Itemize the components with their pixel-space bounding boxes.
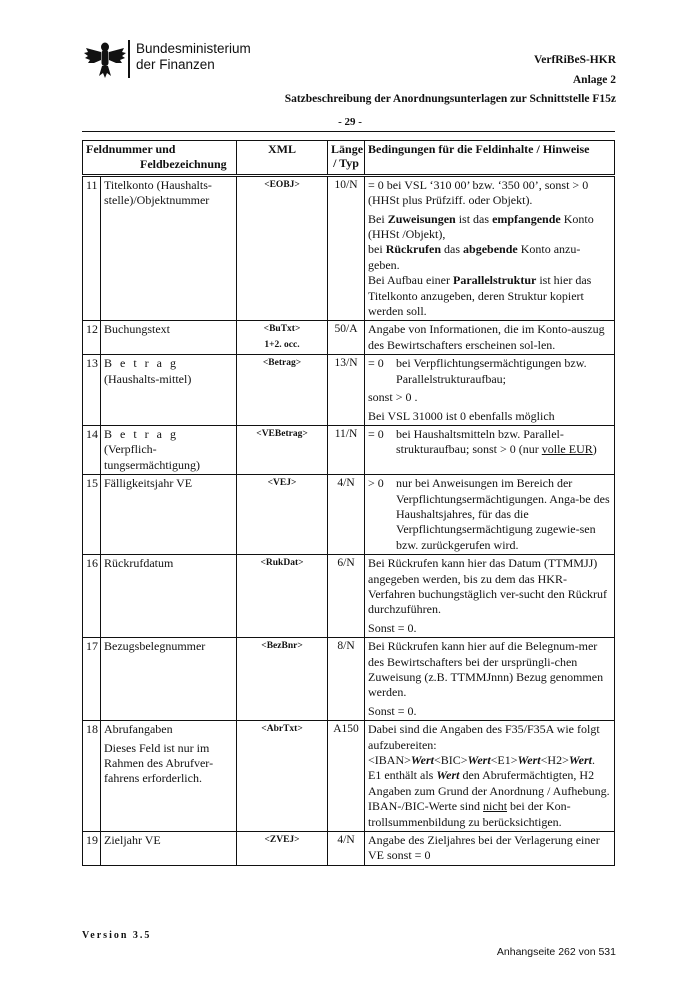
field-number: 11 [83,175,101,321]
header-conditions: Bedingungen für die Feldinhalte / Hinweise [365,141,615,176]
text-run: Bei Aufbau einer [368,273,453,288]
annex-label: Anlage 2 [572,74,616,86]
field-conditions [365,638,615,721]
xml-tag: <VEJ> [237,475,328,555]
appendix-page-info: Anhangseite 262 von 531 [496,946,616,958]
condition-key: > 0 [368,476,384,491]
xml-tag-name: <BuTxt> [263,324,301,335]
condition-item [368,427,611,458]
field-number: 17 [83,638,101,721]
text-run: bei der Kon-trollsummenbildung zu berücksichtigen. [368,799,571,829]
header-field-line-2: Feldbezeichnung [140,157,227,172]
ministry-line-2: der Finanzen [136,57,215,72]
field-number: 14 [83,425,101,474]
xml-tag: <BezBnr> [237,638,328,721]
field-name-suffix: (Haushalts-mittel) [104,371,192,386]
table-row [83,555,615,638]
logo-divider [128,40,130,78]
header-xml: XML [237,141,328,176]
table-row [83,175,615,321]
header-rule [82,131,615,132]
value-placeholder: Wert [467,753,491,768]
page-number: - 29 - [338,116,362,128]
document-id: VerfRiBeS-HKR [534,54,616,66]
field-name-main: B e t r a g [104,426,179,441]
field-conditions [365,555,615,638]
field-length: 8/N [328,638,365,721]
document-title: Satzbeschreibung der Anordnungsunterlagen zur Schnittstelle F15z [284,93,616,105]
field-name: Fälligkeitsjahr VE [101,475,237,555]
field-name [101,721,237,832]
field-number: 18 [83,721,101,832]
field-length: 4/N [328,475,365,555]
field-length: 4/N [328,832,365,866]
field-name [101,355,237,426]
text-run: Bei [368,211,388,226]
bold-run: empfangende [492,211,561,226]
field-number: 13 [83,355,101,426]
underlined-run: nicht [483,799,508,814]
ministry-line-1: Bundesministerium [136,41,251,56]
field-name: Rückrufdatum [101,555,237,638]
condition-text [368,212,611,243]
text-run: das [441,242,464,257]
bold-run: Rückrufen [385,242,442,257]
field-length: 13/N [328,355,365,426]
xml-tag: <ZVEJ> [237,832,328,866]
table-row [83,832,615,866]
field-conditions [365,721,615,832]
table-row [83,721,615,832]
value-placeholder: Wert [436,768,460,783]
text-run: <BIC> [434,753,468,768]
value-placeholder: Wert [517,753,541,768]
bold-run: Zuweisungen [387,211,456,226]
federal-eagle-logo [82,40,128,84]
condition-text: = 0 bei VSL ‘310 00’ bzw. ‘350 00’, sonst > 0 (HHSt plus Prüfziff. oder Objekt). [368,177,589,208]
field-name: Buchungstext [101,321,237,355]
bold-run: abgebende [463,242,518,257]
field-name-main: B e t r a g [104,356,179,371]
field-number: 15 [83,475,101,555]
condition-text [368,273,611,319]
table-row [83,321,615,355]
condition-item [368,356,611,387]
field-number: 16 [83,555,101,638]
field-name-suffix: (Verpflich-tungsermächtigung) [104,442,200,472]
text-run: ist hier das Titelkonto anzugeben, deren Struktur kopiert werden soll. [368,273,592,319]
text-run: ist das [455,211,493,226]
text-run: Dabei sind die Angaben des F35/F35A wie folgt aufzubereiten: <IBAN> [368,722,600,768]
text-run: Konto anzu-geben. [368,242,581,272]
table-row [83,638,615,721]
field-number: 12 [83,321,101,355]
field-name-main: Abrufangaben [104,722,173,737]
condition-text: Sonst = 0. [368,703,417,718]
underlined-run: volle EUR [541,442,593,457]
header-length: Länge / Typ [328,141,365,176]
version-label: Version 3.5 [82,930,152,941]
xml-tag: <EOBJ> [237,175,328,321]
bold-run: Parallelstruktur [453,273,537,288]
condition-key: = 0 [368,356,384,371]
condition-text: sonst > 0 . [368,390,418,405]
text-run: den Abrufermächtigten, H2 Angaben zum Grund der Anordnung / Aufhebung. IBAN-/BIC-Werte sind [368,768,610,814]
xml-tag: <RukDat> [237,555,328,638]
field-length: A150 [328,721,365,832]
condition-value: nur bei Anweisungen im Bereich der Verpflichtungsermächtigungen. Anga-be des Haushaltsjahres, für das die Verpflichtungsermächtigung zugewie-sen bzw. zurückgerufen wird. [396,476,610,552]
xml-tag: <Betrag> [237,355,328,426]
text-run: . E1 enthält als [368,753,595,783]
xml-tag: <VEBetrag> [237,425,328,474]
table-row [83,355,615,426]
field-length: 50/A [328,321,365,355]
table-header-row [83,141,615,176]
value-placeholder: Wert [568,753,592,768]
field-conditions [365,425,615,474]
text-run: ) [592,442,597,457]
table-row [83,425,615,474]
table-row [83,475,615,555]
field-name: Bezugsbelegnummer [101,638,237,721]
header-field [83,141,237,176]
text-run: <E1> [490,753,518,768]
condition-item [368,476,611,553]
xml-tag [237,321,328,355]
xml-occurrence: 1+2. occ. [264,339,300,350]
field-length: 10/N [328,175,365,321]
field-number: 19 [83,832,101,866]
field-conditions [365,355,615,426]
text-run: <H2> [540,753,569,768]
xml-tag: <AbrTxt> [237,721,328,832]
field-name-note: Dieses Feld ist nur im Rahmen des Abrufver-fahrens erforderlich. [104,740,214,786]
field-conditions [365,475,615,555]
field-name: Zieljahr VE [101,832,237,866]
field-conditions: Angabe des Zieljahres bei der Verlagerung einer VE sonst = 0 [365,832,615,866]
field-name [101,425,237,474]
field-spec-table [82,140,615,866]
condition-key: = 0 [368,426,384,441]
field-length: 6/N [328,555,365,638]
condition-value: bei Verpflichtungsermächtigungen bzw. Parallelstrukturaufbau; [396,356,587,386]
field-conditions: Angabe von Informationen, die im Konto-auszug des Bewirtschafters erscheinen sol-len. [365,321,615,355]
condition-text: Sonst = 0. [368,620,417,635]
value-placeholder: Wert [410,753,434,768]
condition-text: Bei Rückrufen kann hier das Datum (TTMMJJ) angegeben werden, bis zu dem das HKR-Verfahren buchungstäglich ver-sucht den Rückruf durchzuführen. [368,556,608,617]
condition-text [368,242,611,273]
text-run: bei Haushaltsmitteln bzw. Parallel-strukturaufbau; sonst > 0 (nur [396,426,564,457]
text-run: Konto (HHSt /Objekt), [368,211,594,242]
field-length: 11/N [328,425,365,474]
field-conditions [365,175,615,321]
condition-text: Bei Rückrufen kann hier auf die Belegnum-mer des Bewirtschafters bei der ursprüngli-chen Zuweisung (z.B. TTMMJnnn) Bezug genommen werden. [368,639,604,700]
field-name: Titelkonto (Haushalts-stelle)/Objektnummer [101,175,237,321]
condition-text: Bei VSL 31000 ist 0 ebenfalls möglich [368,408,555,423]
text-run: bei [368,242,386,257]
header-field-line-1: Feldnummer und [86,142,176,156]
ministry-name [136,41,251,73]
condition-value [396,427,611,458]
